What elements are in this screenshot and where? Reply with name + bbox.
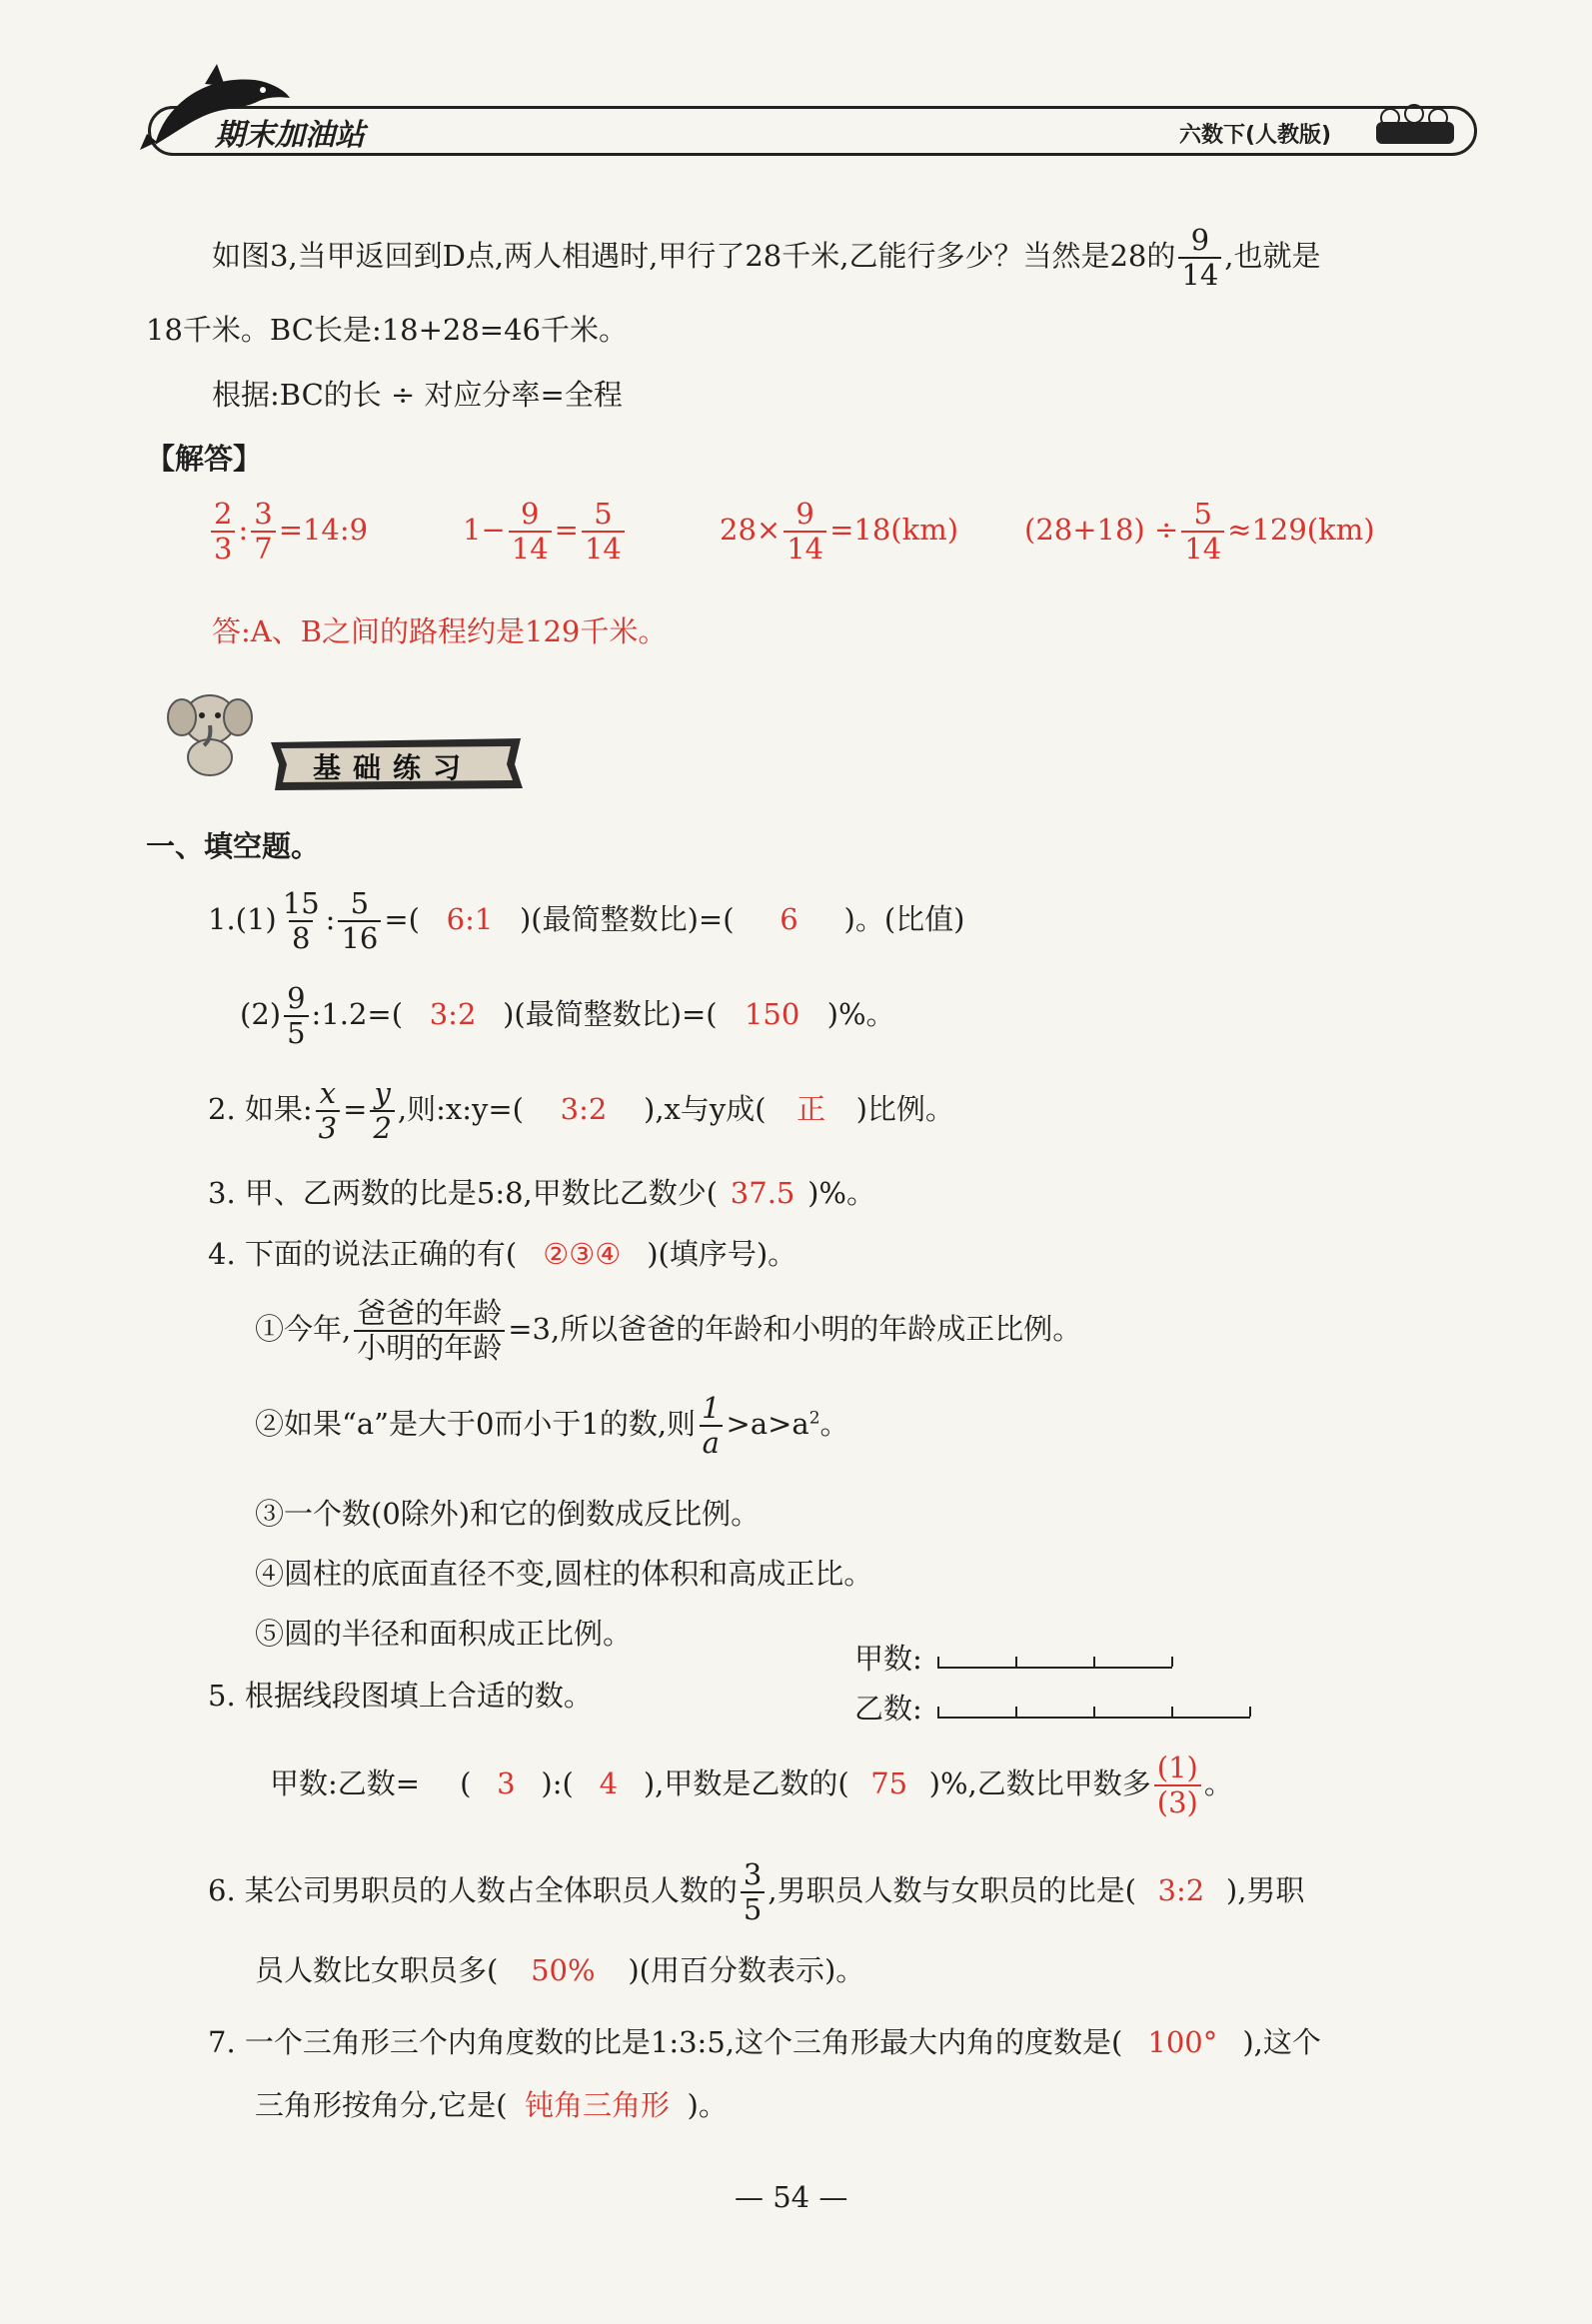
question-6-line-2: 员人数比女职员多( 50% )(用百分数表示)。 xyxy=(255,1953,865,1987)
jia-label: 甲数: xyxy=(854,1642,922,1676)
header-grade: 六数下(人教版) xyxy=(1179,123,1332,148)
question-7-line-1: 7. 一个三角形三个内角度数的比是1:3:5,这个三角形最大内角的度数是( 100° ),这个 xyxy=(208,2025,1321,2059)
explain-line-2: 18千米。BC长是:18+28=46千米。 xyxy=(146,313,629,347)
section-banner xyxy=(265,734,527,792)
calc-2: 1− $\frac{9}{14}$ = $\frac{5}{14}$ xyxy=(463,500,628,564)
question-1a: 1.(1) $\frac{15}{8}$ : $\frac{5}{16}$ =( 6:1 )(最简整数比)=( 6 )。(比值) xyxy=(208,886,965,955)
answer: 6:1 xyxy=(446,902,494,936)
question-3: 3. 甲、乙两数的比是5:8,甲数比乙数少( 37.5 )%。 xyxy=(208,1176,875,1210)
header-badge xyxy=(1374,100,1456,148)
option-4: ④圆柱的底面直径不变,圆柱的体积和高成正比。 xyxy=(255,1557,873,1591)
answer: 3 xyxy=(497,1766,516,1800)
page-number: — 54 — xyxy=(735,2180,848,2214)
calc-1: $\frac{2}{3}$ : $\frac{3}{7}$ =14:9 xyxy=(208,500,368,564)
part-title: 一、填空题。 xyxy=(146,829,321,863)
answer: 正 xyxy=(796,1092,826,1126)
option-1: ①今年, $\frac{\text{爸爸的年龄}}{\text{小明的年龄}}$ =3,所以爸爸的年龄和小明的年龄成正比例。 xyxy=(255,1296,1082,1365)
answer: 6 xyxy=(780,902,798,936)
header-title: 期末加油站 xyxy=(215,118,365,153)
answer: ②③④ xyxy=(543,1237,622,1271)
calc-4: (28+18) ÷ $\frac{5}{14}$ ≈129(km) xyxy=(1024,497,1375,566)
question-6-line-1: 6. 某公司男职员的人数占全体职员人数的 $\frac{3}{5}$ ,男职员人数与女职员的比是( 3:2 ),男职 xyxy=(208,1857,1305,1926)
option-3: ③一个数(0除外)和它的倒数成反比例。 xyxy=(255,1497,761,1531)
question-7-line-2: 三角形按角分,它是( 钝角三角形 )。 xyxy=(255,2083,728,2124)
answer: 150 xyxy=(744,997,800,1031)
yi-segment xyxy=(937,1717,1250,1719)
answer: 37.5 xyxy=(730,1176,796,1210)
question-5-answer: 甲数:乙数= ( 3 ):( 4 ),甲数是乙数的( 75 )%,乙数比甲数多 $\frac{(1)}{(3)}$ 。 xyxy=(270,1750,1233,1819)
answer: 75 xyxy=(870,1766,908,1800)
section-title: 基础练习 xyxy=(313,751,474,784)
question-2: 2. 如果: $\frac{x}{3}$ = $\frac{y}{2}$ ,则:x:y=( 3:2 ),x与y成( 正 )比例。 xyxy=(208,1076,954,1145)
answer: 100° xyxy=(1147,2025,1218,2059)
answer: 3:2 xyxy=(1157,1873,1205,1907)
answer: 4 xyxy=(599,1766,619,1800)
elephant-icon xyxy=(160,679,260,779)
answer: 50% xyxy=(531,1953,596,1987)
conclusion: 答:A、B之间的路程约是129千米。 xyxy=(212,614,668,648)
explain-line-3: 根据:BC的长 ÷ 对应分率=全程 xyxy=(212,378,623,412)
answer: 3:2 xyxy=(560,1092,608,1126)
question-1b: (2) $\frac{9}{5}$ :1.2=( 3:2 )(最简整数比)=( 150 )%。 xyxy=(240,981,895,1050)
jia-segment xyxy=(937,1667,1172,1669)
answer: 钝角三角形 xyxy=(525,2088,671,2122)
option-5: ⑤圆的半径和面积成正比例。 xyxy=(255,1617,633,1651)
yi-label: 乙数: xyxy=(854,1692,922,1726)
calc-3: 28× $\frac{9}{14}$ =18(km) xyxy=(720,497,959,566)
question-4: 4. 下面的说法正确的有( ②③④ )(填序号)。 xyxy=(208,1237,797,1271)
explain-line-1: 如图3,当甲返回到D点,两人相遇时,甲行了28千米,乙能行多少？当然是28的 $\frac{9}{14}$ ,也就是 xyxy=(212,223,1321,292)
answer-heading: 【解答】 xyxy=(146,442,263,476)
option-2: ②如果“a”是大于0而小于1的数,则 $\frac{1}{a}$ $>a>a^2$。 xyxy=(255,1391,849,1460)
answer: 3:2 xyxy=(429,997,477,1031)
question-5: 5. 根据线段图填上合适的数。 xyxy=(208,1679,593,1713)
fraction: $\frac{9}{14}$ xyxy=(1178,226,1221,290)
